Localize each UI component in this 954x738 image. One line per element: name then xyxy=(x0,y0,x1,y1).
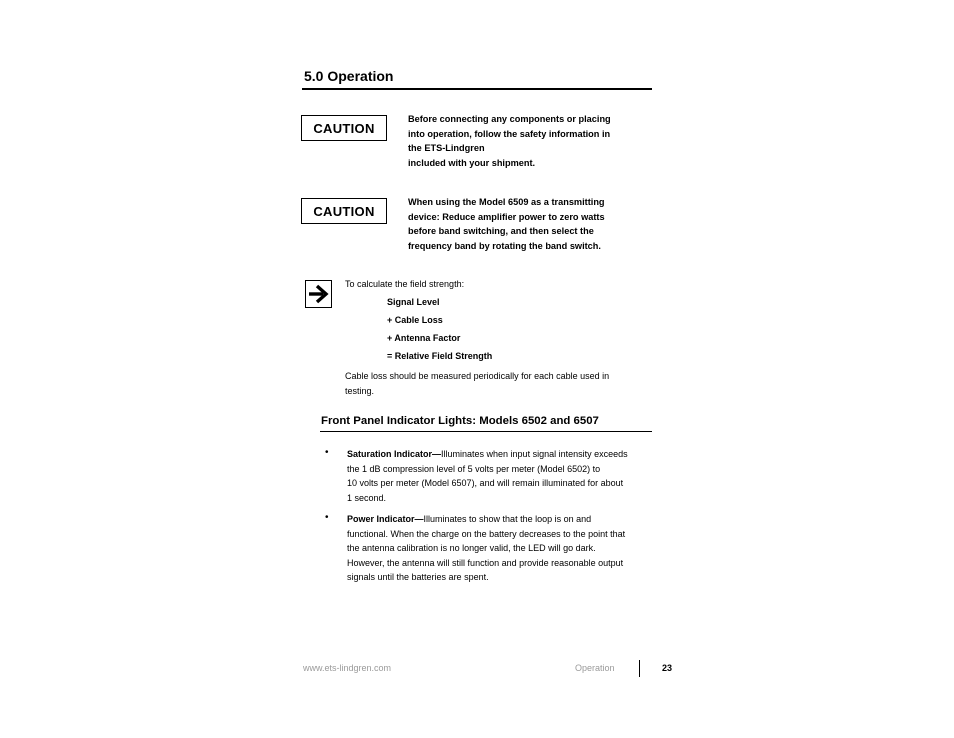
caution-1-line: the ETS-Lindgren xyxy=(408,143,485,154)
formula-line: + Antenna Factor xyxy=(387,333,461,343)
formula-line: Signal Level xyxy=(387,297,440,307)
section-title: 5.0 Operation xyxy=(304,68,394,84)
subsection-rule xyxy=(320,431,652,432)
caution-1-line: included with your shipment. xyxy=(408,157,536,168)
bullet-line: functional. When the charge on the battery decreases to the point that xyxy=(347,528,626,539)
heading-rule xyxy=(302,88,652,90)
bullet-line: 1 second. xyxy=(347,492,387,503)
bullet-first-line: Illuminates to show that the loop is on and xyxy=(423,514,592,524)
bullet-term: Saturation Indicator— xyxy=(347,449,442,459)
bullet-line: 10 volts per meter (Model 6507), and will remain illuminated for about xyxy=(347,478,624,489)
caution-text-1 xyxy=(408,112,633,170)
caution-1-line: into operation, follow the safety information in xyxy=(408,128,611,139)
caution-1-line: Before connecting any components or placing xyxy=(408,114,611,124)
note-intro: To calculate the field strength: xyxy=(345,279,465,289)
page-number: 23 xyxy=(662,663,673,673)
caution-2-line: When using the Model 6509 as a transmitting xyxy=(408,197,605,207)
footer-divider xyxy=(639,660,640,677)
caution-label-2: CAUTION xyxy=(301,198,387,224)
cable-loss-note xyxy=(345,369,645,398)
bullet-marker: • xyxy=(325,512,329,523)
bullet-line: However, the antenna will still function and provide reasonable output xyxy=(347,557,624,568)
footer-url: www.ets-lindgren.com xyxy=(303,663,392,673)
subsection-title: Front Panel Indicator Lights: Models 6502 and 6507 xyxy=(321,415,599,427)
cable-loss-line: testing. xyxy=(345,385,375,396)
arrow-right-icon xyxy=(305,280,332,308)
caution-label-1: CAUTION xyxy=(301,115,387,141)
caution-2-line: frequency band by rotating the band switch. xyxy=(408,240,601,251)
bullet-first-line: Illuminates when input signal intensity exceeds xyxy=(441,449,628,459)
bullet-line: the 1 dB compression level of 5 volts per meter (Model 6502) to xyxy=(347,463,601,474)
caution-text-2 xyxy=(408,195,633,253)
formula-line: = Relative Field Strength xyxy=(387,351,493,361)
bullet-item-saturation xyxy=(347,447,649,505)
caution-2-line: before band switching, and then select the xyxy=(408,226,594,237)
bullet-line: signals until the batteries are spent. xyxy=(347,572,489,583)
bullet-marker: • xyxy=(325,447,329,458)
bullet-line: the antenna calibration is no longer valid, the LED will go dark. xyxy=(347,543,596,554)
bullet-term: Power Indicator— xyxy=(347,514,424,524)
caution-2-line: device: Reduce amplifier power to zero watts xyxy=(408,211,605,222)
footer-section: Operation xyxy=(575,663,615,673)
bullet-item-power xyxy=(347,512,649,585)
cable-loss-line: Cable loss should be measured periodically for each cable used in xyxy=(345,371,610,381)
formula-line: + Cable Loss xyxy=(387,315,443,325)
